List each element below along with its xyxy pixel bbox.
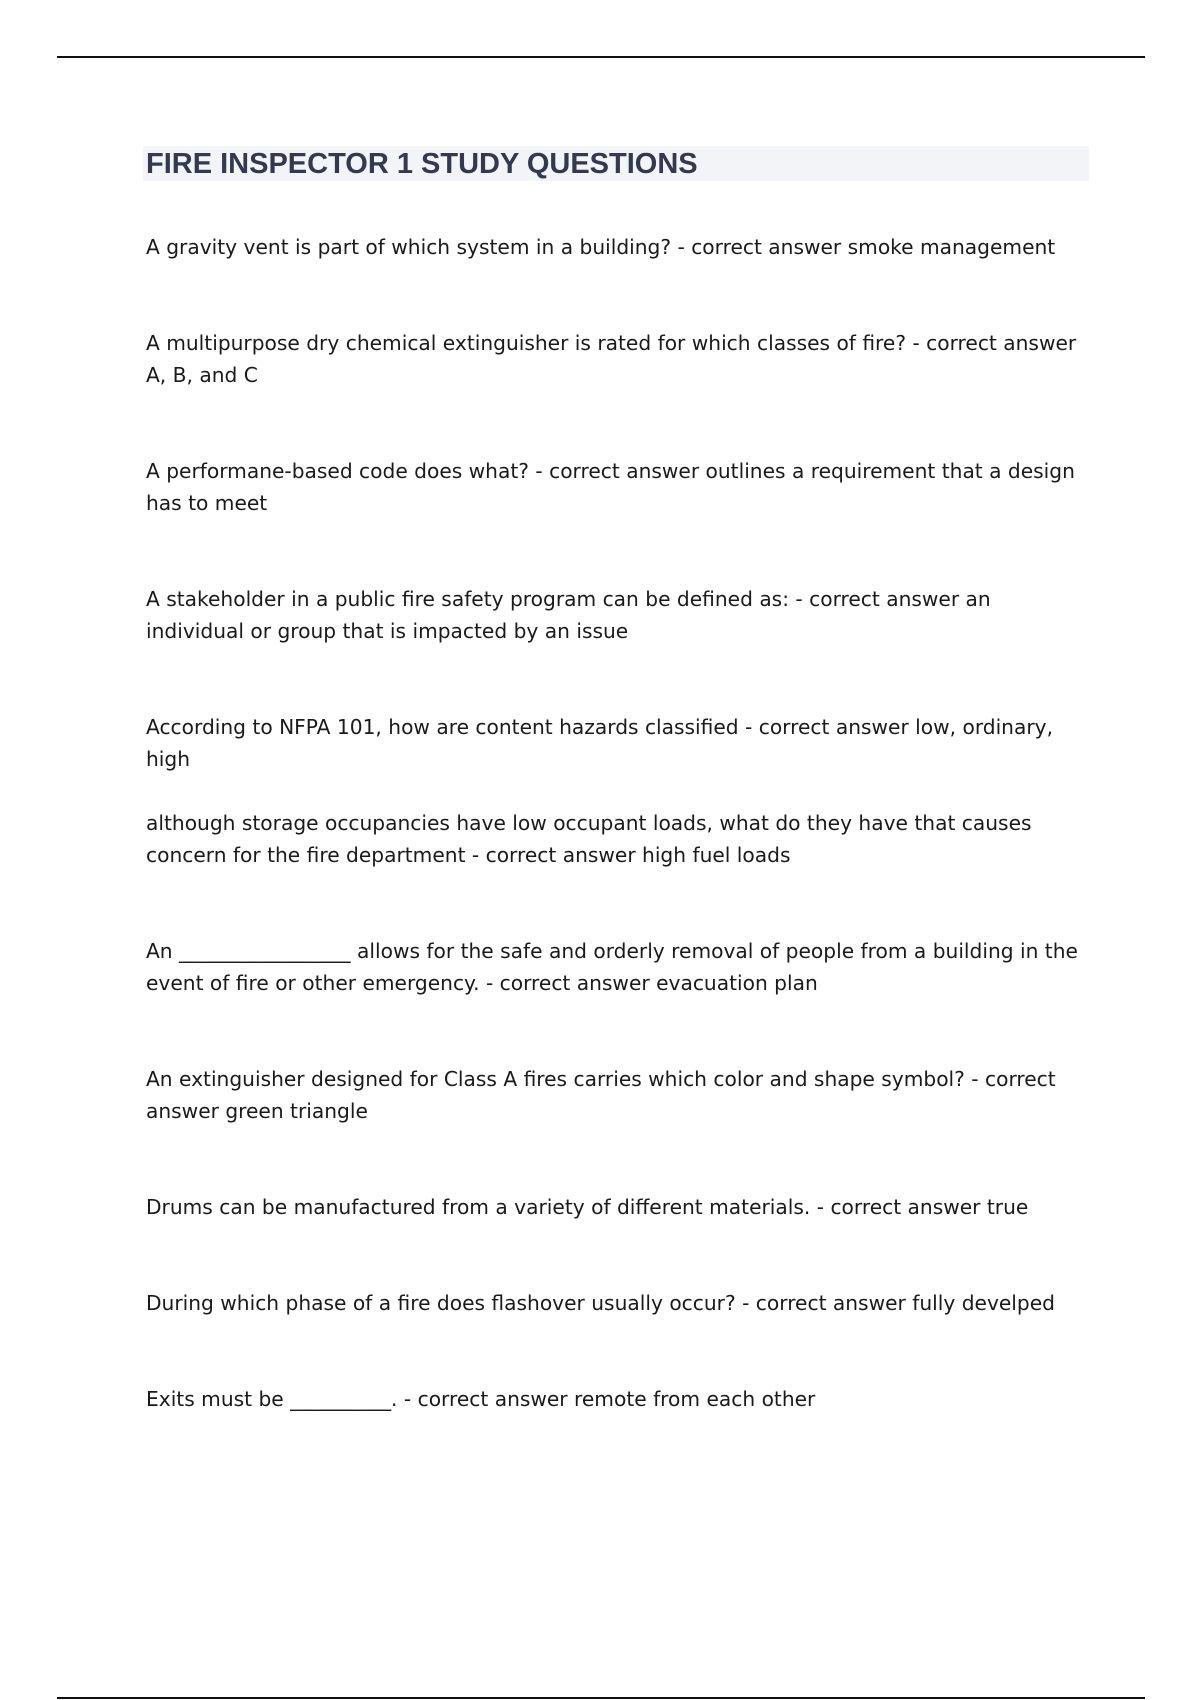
- document-title: FIRE INSPECTOR 1 STUDY QUESTIONS: [146, 148, 698, 180]
- question-item: During which phase of a fire does flashover usually occur? - correct answer fully develped: [146, 1291, 1055, 1315]
- question-item: A stakeholder in a public fire safety program can be defined as: - correct answer an individual or group that is impacted by an issue: [146, 587, 991, 643]
- question-list: [146, 231, 1091, 1447]
- question-item: A multipurpose dry chemical extinguisher is rated for which classes of fire? - correct answer A, B, and C: [146, 331, 1077, 387]
- question-item: although storage occupancies have low occupant loads, what do they have that causes concern for the fire department - correct answer high fuel loads: [146, 811, 1032, 867]
- question-item: Drums can be manufactured from a variety of different materials. - correct answer true: [146, 1195, 1029, 1219]
- header-rule: [57, 56, 1145, 58]
- question-item: An _________________ allows for the safe and orderly removal of people from a building in the event of fire or other emergency. - correct answer evacuation plan: [146, 939, 1078, 995]
- question-item: A gravity vent is part of which system in a building? - correct answer smoke management: [146, 235, 1056, 259]
- question-item: Exits must be __________. - correct answer remote from each other: [146, 1387, 816, 1411]
- question-item: According to NFPA 101, how are content hazards classified - correct answer low, ordinary, high: [146, 715, 1054, 771]
- footer-rule: [57, 1697, 1145, 1699]
- question-item: A performane-based code does what? - correct answer outlines a requirement that a design has to meet: [146, 459, 1075, 515]
- question-item: An extinguisher designed for Class A fires carries which color and shape symbol? - correct answer green triangle: [146, 1067, 1056, 1123]
